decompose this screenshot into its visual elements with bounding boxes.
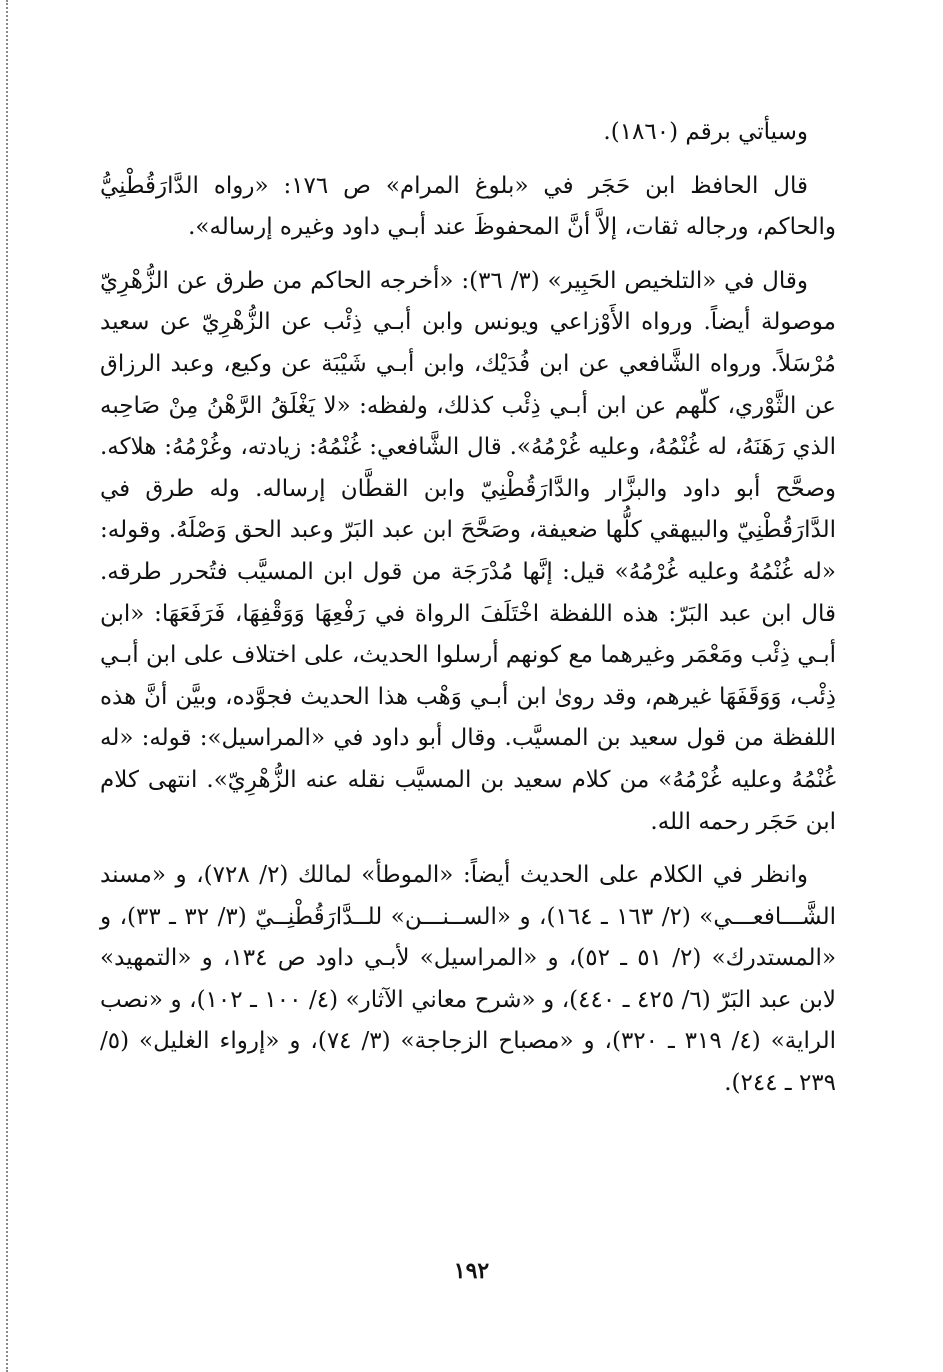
paragraph-see-also: وانظر في الكلام على الحديث أيضاً: «الموطأ» لمالك (٢/ ٧٢٨)، و «مسند الشَّـــافعـــي» (٢/ ١٦٣ ـ ١٦٤)، و «الســنـــن» للــدَّارَقُطْنِــيّ (٣/ ٣٢ ـ ٣٣)، و «المستدرك» (٢/ ٥١ ـ ٥٢)، و «المراسيل» لأبـي داود ص ١٣٤، و «التمهيد» لابن عبد البَرّ (٦/ ٤٢٥ ـ ٤٤٠)، و «شرح معاني الآثار» (٤/ ١٠٠ ـ ١٠٢)، و «نصب الراية» (٤/ ٣١٩ ـ ٣٢٠)، و «مصباح الزجاجة» (٣/ ٧٤)، و «إرواء الغليل» (٥/ ٢٣٩ ـ ٢٤٤). <box>100 862 837 1097</box>
paragraph-hafiz-quote: قال الحافظ ابن حَجَر في «بلوغ المرام» ص ١٧٦: «رواه الدَّارَقُطْنِيُّ والحاكم، ورجاله ثقات، إلاَّ أنَّ المحفوظَ عند أبـي داود وغيره إرساله». <box>100 172 836 241</box>
paragraph-forthcoming: وسيأتي برقم (١٨٦٠). <box>603 119 808 145</box>
paragraph-talkhis: وقال في «التلخيص الحَبِير» (٣/ ٣٦): «أخرجه الحاكم من طرق عن الزُّهْرِيّ موصولة أيضاً. ورواه الأَوْزاعي ويونس وابن أبـي ذِئْب عن الزُّهْرِيّ عن سعيد مُرْسَلاً. ورواه الشَّافعي عن ابن فُدَيْك، وابن أبـي شَيْبَة عن وكيع، وعبد الرزاق عن الثَّوْري، كلّهم عن ابن أبـي ذِئْب كذلك، ولفظه: «لا يَغْلَقُ الرَّهْنُ مِنْ صَاحِبه الذي رَهَنَهُ، له غُنْمُهُ، وعليه غُرْمُهُ». قال الشَّافعي: غُنْمُهُ: زيادته، وغُرْمُهُ: هلاكه. وصحَّح أبو داود والبزَّار والدَّارَقُطْنِيّ وابن القطَّان إرساله. وله طرق في الدَّارَقُطْنِيّ والبيهقي كلُّها ضعيفة، وصَحَّحَ ابن عبد البَرّ وعبد الحق وَصْلَهُ. وقوله: «له غُنْمُهُ وعليه غُرْمُهُ» قيل: إنَّها مُدْرَجَة من قول ابن المسيَّب فتُحرر طرقه. قال ابن عبد البَرّ: هذه اللفظة اخْتَلَفَ الرواة في رَفْعِهَا وَوَقْفِهَا، فَرَفَعَهَا: «ابن أبـي ذِئْب ومَعْمَر وغيرهما مع كونهم أرسلوا الحديث، على اختلاف على ابن أبـي ذِئْب، وَوَقَفَهَا غيرهم، وقد روىٰ ابن أبـي وَهْب هذا الحديث فجوَّده، وبيَّن أنَّ هذه اللفظة من قول سعيد بن المسيَّب. وقال أبو داود في «المراسيل»: قوله: «له غُنْمُهُ وعليه غُرْمُهُ» من كلام سعيد بن المسيَّب نقله عنه الزُّهْرِيّ». انتهى كلام ابن حَجَر رحمه الله. <box>100 267 836 835</box>
page-number: ١٩٢ <box>453 1258 490 1284</box>
scan-margin-dotted-line <box>6 0 8 1372</box>
page-body <box>100 112 836 1105</box>
